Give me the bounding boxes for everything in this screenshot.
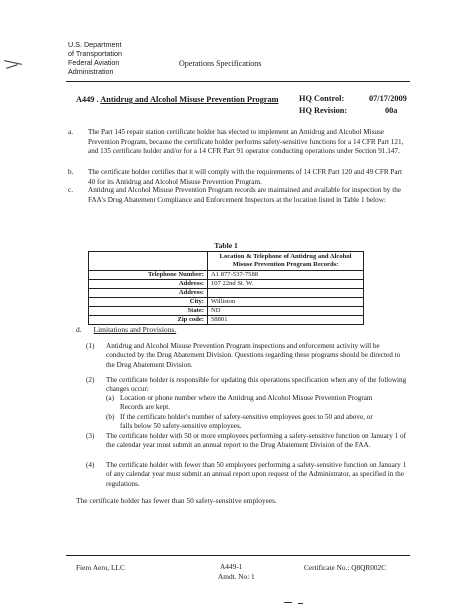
- hq-revision: [299, 106, 398, 115]
- table-header-blank: [89, 252, 208, 271]
- table-title: Table 1: [214, 241, 238, 250]
- table-row: [89, 307, 364, 316]
- scan-mark: [4, 60, 22, 65]
- paragraph-text: The Part 145 repair station certificate holder has elected to implement an Antidrug and Alcohol Misuse Prevention Program, because the certificate holder performs safety-sensitive functions for a 14 CFR Part 121, and 135 certificate holder and/or for a 14 CFR Part 91 operator conducting operations under Section 91.147.: [88, 128, 404, 156]
- table-row: [89, 271, 364, 280]
- hq-control-value: 07/17/2009: [369, 94, 407, 103]
- table-row: [89, 298, 364, 307]
- row-value: Williston: [208, 298, 364, 307]
- scan-mark: [6, 64, 18, 69]
- table-1: [88, 241, 364, 325]
- footer-company: Fiero Aero, LLC: [76, 563, 125, 572]
- limitations-title: Limitations and Provisions.: [93, 325, 177, 334]
- hq-control: [299, 94, 407, 103]
- provision-2b: [106, 413, 382, 432]
- subprovision-text: If the certificate holder's number of safety-sensitive employees goes to 50 and above, or falls below 50 safety-sensitive employees.: [120, 413, 373, 431]
- limitations-heading: [76, 325, 176, 334]
- footer-page: A449-1: [220, 562, 243, 571]
- provision-4: [86, 461, 408, 489]
- table-row: [89, 316, 364, 325]
- provision-number: (4): [86, 461, 95, 469]
- row-label: City:: [89, 298, 208, 307]
- subprovision-text: Location or phone number where the Antidrug and Alcohol Misuse Prevention Program Records are kept.: [120, 394, 373, 412]
- paragraph-b: [68, 168, 410, 187]
- provision-1: [86, 342, 408, 370]
- header-rule: [66, 81, 410, 82]
- provision-number: (2): [86, 376, 95, 384]
- provision-text: The certificate holder with fewer than 50 employees performing a safety-sensitive function on January 1 of any calendar year must submit an annual report upon request of the Administrator, as specified in the regulations.: [106, 461, 407, 488]
- scan-mark: [298, 603, 303, 604]
- row-value: ND: [208, 307, 364, 316]
- table-header: Location & Telephone of Antidrug and Alcohol Misuse Prevention Program Records:: [208, 252, 364, 271]
- subprovision-number: (a): [106, 394, 114, 402]
- agency-line: Federal Aviation: [68, 58, 120, 67]
- provision-text: Antidrug and Alcohol Misuse Prevention Program inspections and enforcement activity will be conducted by the Drug Abatement Division. Questions regarding these programs should be directed to the Drug Abatement Division.: [106, 342, 401, 369]
- paragraph-text: Antidrug and Alcohol Misuse Prevention Program records are maintained and available for inspection by the FAA's Drug Abatement Compliance and Enforcement Inspectors at the location listed in Table 1 below:: [88, 186, 401, 204]
- ops-spec-title: Operations Specifications: [179, 59, 262, 68]
- section-number: A449 .: [76, 95, 99, 104]
- table-header-row: [89, 252, 364, 271]
- subprovision-number: (b): [106, 413, 115, 421]
- table-row: [89, 289, 364, 298]
- paragraph-label: b.: [68, 168, 74, 176]
- agency-line: of Transportation: [68, 49, 122, 58]
- provision-2a: [106, 394, 382, 413]
- footer-amendment: Amdt. No: 1: [218, 572, 255, 581]
- agency-line: Administration: [68, 67, 114, 76]
- paragraph-a: [68, 128, 410, 157]
- paragraph-label: c.: [68, 186, 73, 194]
- provision-text: The certificate holder is responsible for updating this operations specification when any of the following changes occur:: [106, 376, 407, 394]
- row-value: A1 877-537-7588: [208, 271, 364, 280]
- row-value: 58801: [208, 316, 364, 325]
- provision-number: (3): [86, 432, 95, 440]
- row-value: [208, 289, 364, 298]
- row-label: Address:: [89, 289, 208, 298]
- paragraph-text: The certificate holder certifies that it will comply with the requirements of 14 CFR Part 120 and 49 CFR Part 40 for its Antidrug and Alcohol Misuse Prevention Program.: [88, 168, 402, 186]
- footer-rule: [66, 555, 410, 556]
- paragraph-c: [68, 186, 410, 205]
- closing-statement: The certificate holder has fewer than 50 safety-sensitive employees.: [76, 496, 277, 505]
- provision-3: [86, 432, 408, 451]
- agency-line: U.S. Department: [68, 40, 122, 49]
- provision-text: The certificate holder with 50 or more employees performing a safety-sensitive function on January 1 of the calendar year must submit an annual report to the Drug Abatement Division of the FAA.: [106, 432, 406, 450]
- hq-revision-label: HQ Revision:: [299, 106, 348, 115]
- agency-block: [68, 40, 122, 76]
- row-label: State:: [89, 307, 208, 316]
- provision-2: [86, 376, 408, 395]
- row-label: Telephone Number:: [89, 271, 208, 280]
- records-location-table: [88, 251, 364, 325]
- limitations-label: d.: [76, 325, 82, 334]
- row-value: 107 22nd St. W.: [208, 280, 364, 289]
- hq-revision-value: 00a: [385, 106, 398, 115]
- row-label: Address:: [89, 280, 208, 289]
- footer-certificate: Certificate No.: Q8QR002C: [304, 563, 387, 572]
- provision-number: (1): [86, 342, 95, 350]
- section-title: [76, 95, 279, 104]
- scan-mark: [284, 602, 292, 603]
- section-name: Antidrug and Alcohol Misuse Prevention Program: [100, 95, 279, 104]
- paragraph-label: a.: [68, 128, 73, 136]
- table-row: [89, 280, 364, 289]
- row-label: Zip code:: [89, 316, 208, 325]
- hq-control-label: HQ Control:: [299, 94, 345, 103]
